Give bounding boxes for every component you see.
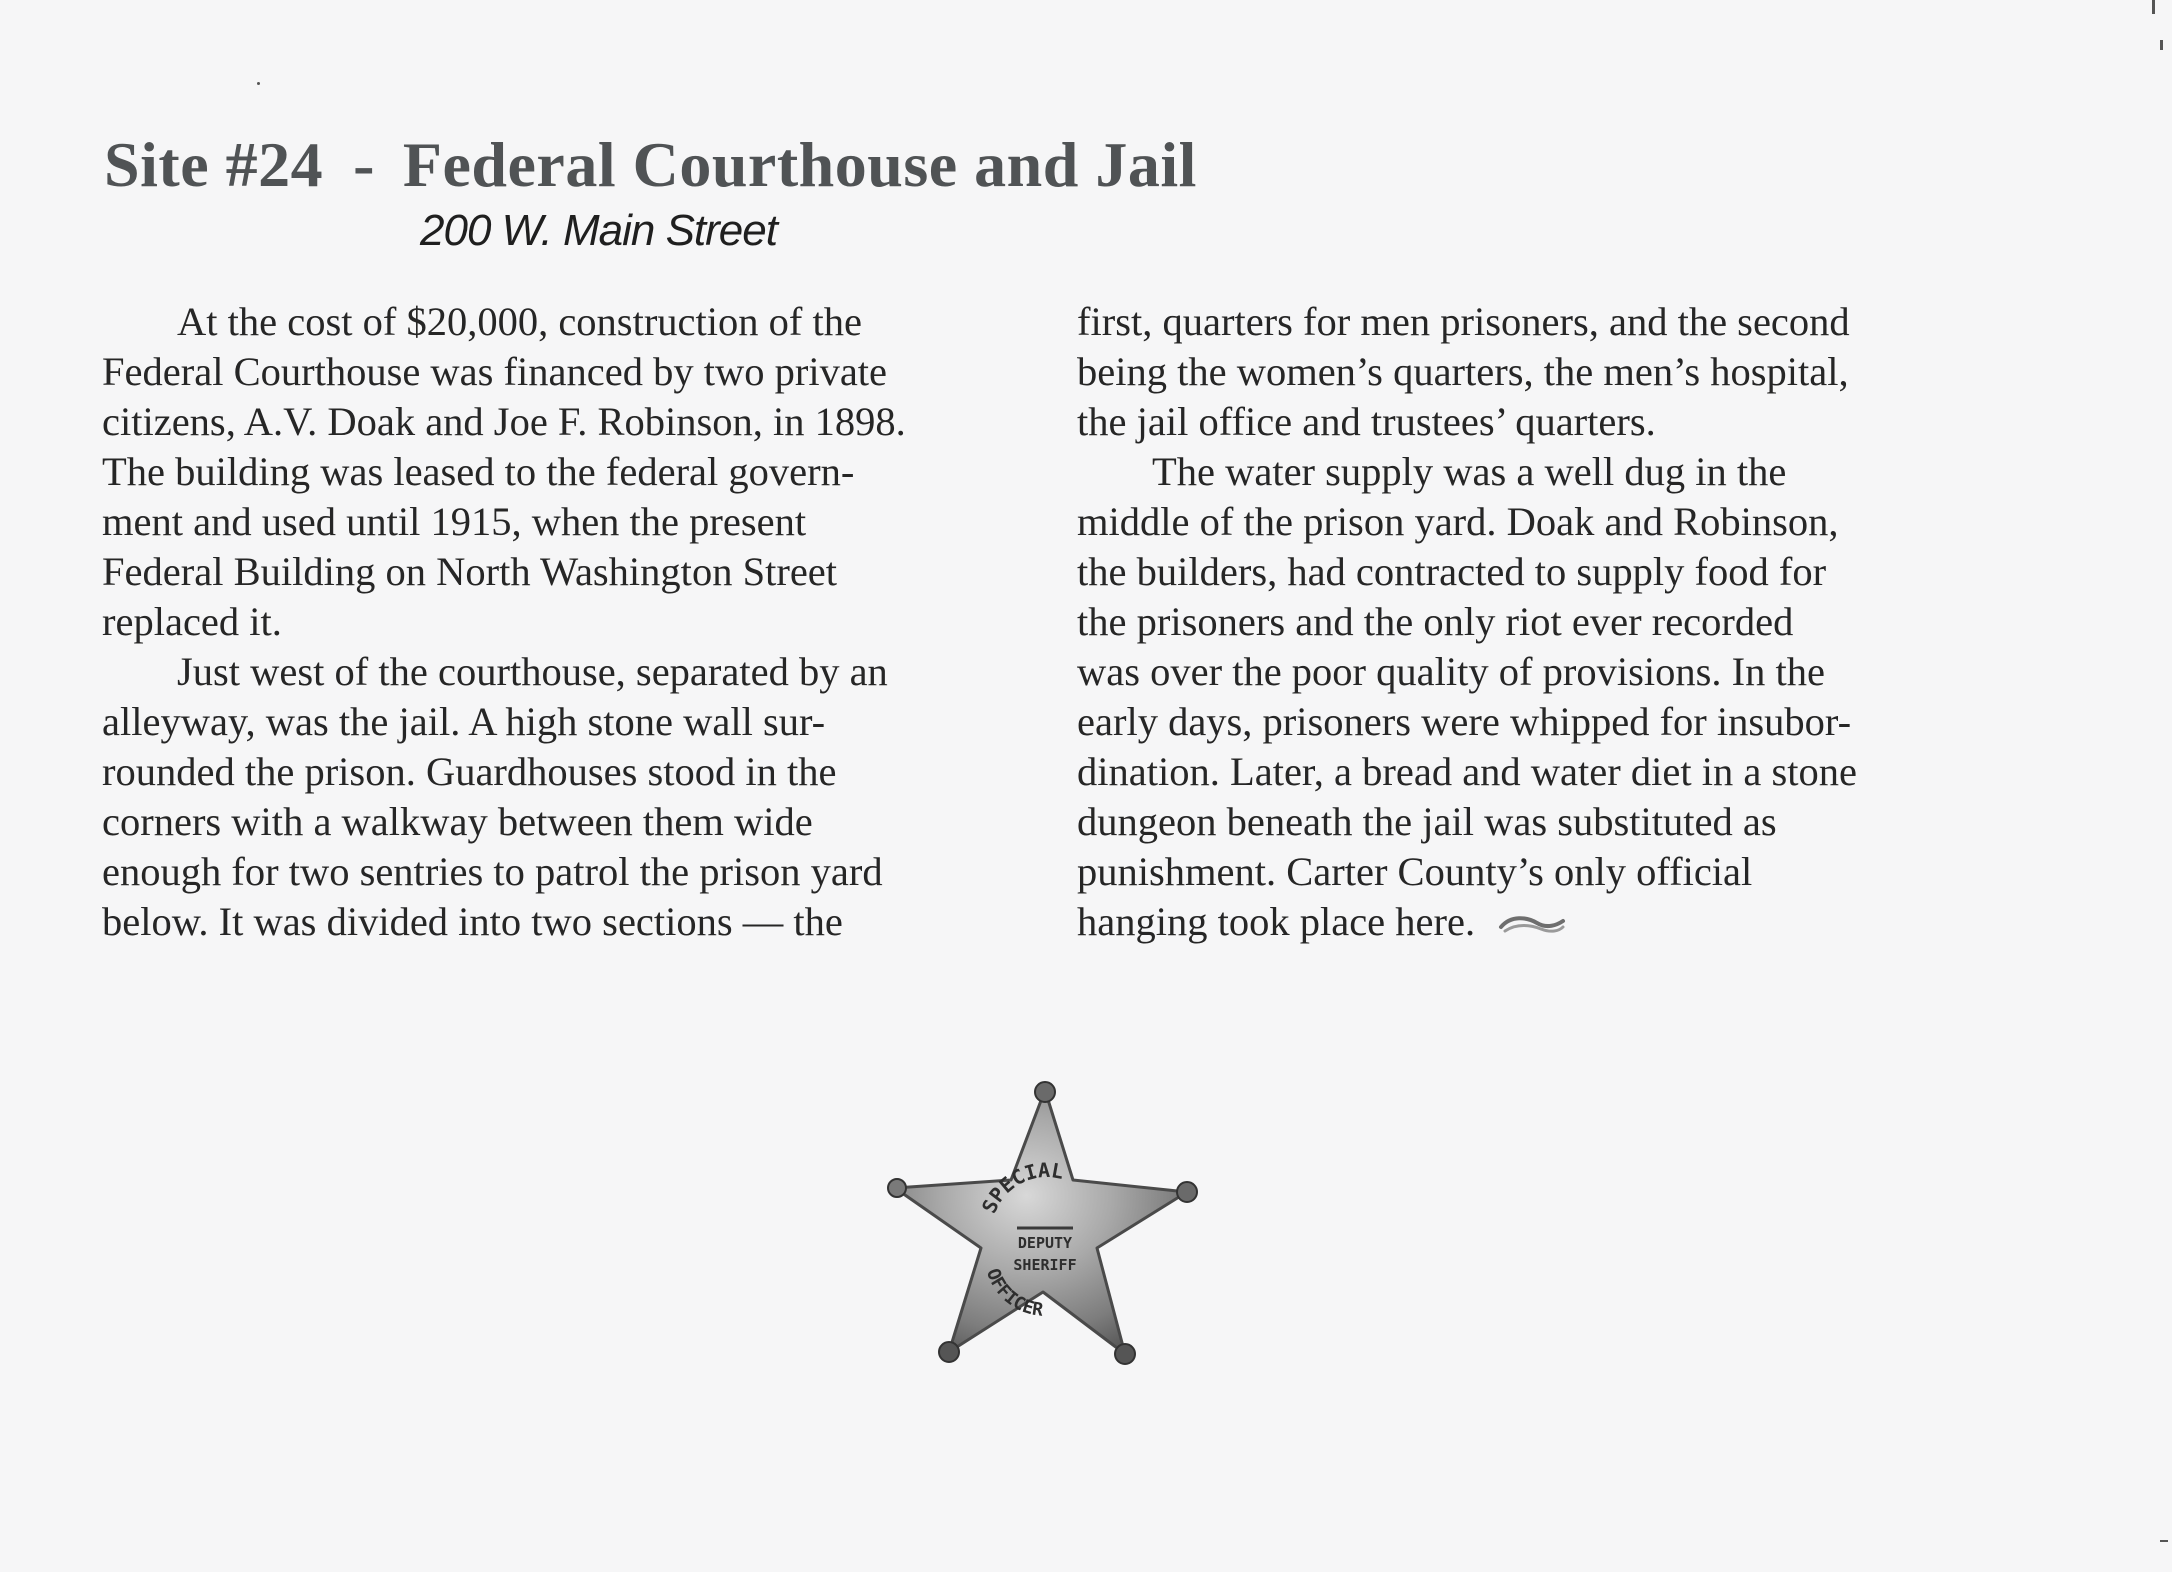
text-line: was over the poor quality of provisions. In the (1077, 649, 1825, 694)
scan-edge-mark (2152, 0, 2155, 14)
text-line: hanging took place here. (1077, 899, 1476, 944)
paragraph (102, 297, 1002, 647)
scan-edge-mark (2160, 1540, 2168, 1542)
text-line: dungeon beneath the jail was substituted as (1077, 799, 1777, 844)
site-address: 200 W. Main Street (420, 206, 777, 255)
text-line: Just west of the courthouse, separated by an (177, 649, 888, 694)
right-text-column (1077, 297, 2007, 951)
text-line: Federal Building on North Washington Street (102, 549, 838, 594)
text-line-last (1077, 897, 2007, 951)
site-name: Federal Courthouse and Jail (402, 129, 1197, 200)
scan-dust-mark (257, 82, 260, 85)
paragraph (1077, 447, 2007, 951)
text-line: first, quarters for men prisoners, and the second (1077, 299, 1850, 344)
badge-top-text: SPECIAL (976, 1157, 1066, 1217)
badge-center-line1: DEPUTY (1017, 1234, 1073, 1252)
text-line: early days, prisoners were whipped for insubor- (1077, 699, 1852, 744)
text-line: enough for two sentries to patrol the prison yard (102, 849, 883, 894)
text-line: the builders, had contracted to supply food for (1077, 549, 1827, 594)
page-title (104, 128, 1197, 202)
text-line: middle of the prison yard. Doak and Robinson, (1077, 499, 1839, 544)
title-dash: - (353, 129, 375, 200)
text-line: Federal Courthouse was financed by two private (102, 349, 888, 394)
paragraph (1077, 297, 2007, 447)
site-number: Site #24 (104, 129, 324, 200)
badge-center-line2: SHERIFF (1013, 1256, 1077, 1274)
paragraph (102, 647, 1002, 947)
text-line: the prisoners and the only riot ever recorded (1077, 599, 1794, 644)
text-line: rounded the prison. Guardhouses stood in the (102, 749, 837, 794)
text-line: alleyway, was the jail. A high stone wall sur- (102, 699, 826, 744)
text-line: below. It was divided into two sections — the (102, 899, 843, 944)
text-line: ment and used until 1915, when the present (102, 499, 807, 544)
text-line: The building was leased to the federal govern- (102, 449, 855, 494)
scan-edge-mark (2160, 40, 2163, 50)
text-line: punishment. Carter County’s only official (1077, 849, 1753, 894)
left-text-column (102, 297, 1002, 947)
text-line: the jail office and trustees’ quarters. (1077, 399, 1656, 444)
end-of-text-flourish-icon (1497, 901, 1567, 951)
text-line: dination. Later, a bread and water diet in a stone (1077, 749, 1857, 794)
text-line: At the cost of $20,000, construction of the (177, 299, 862, 344)
text-line: being the women’s quarters, the men’s hospital, (1077, 349, 1849, 394)
deputy-sheriff-star-badge-icon (885, 1080, 1200, 1375)
text-line: citizens, A.V. Doak and Joe F. Robinson, in 1898. (102, 399, 906, 444)
badge-bottom-text: OFFICER (981, 1265, 1045, 1321)
text-line: corners with a walkway between them wide (102, 799, 813, 844)
text-line: replaced it. (102, 599, 282, 644)
text-line: The water supply was a well dug in the (1152, 449, 1787, 494)
